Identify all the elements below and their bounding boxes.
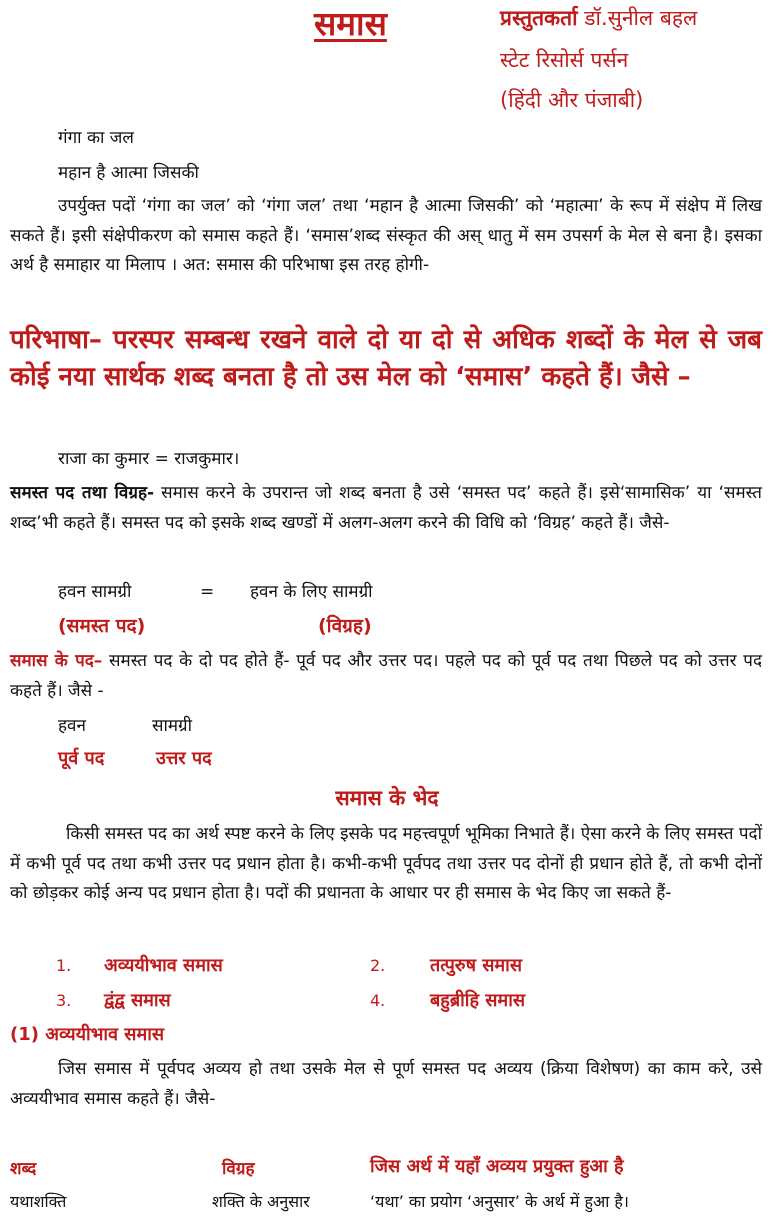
presenter-name: डॉ.सुनील बहल [584, 6, 698, 30]
pad-word-1: हवन [58, 716, 86, 736]
presenter-line [500, 4, 697, 32]
avyayibhav-heading: (1) अव्ययीभाव समास [10, 1024, 165, 1045]
type-1-name: अव्ययीभाव समास [104, 955, 223, 976]
table-row-shabd: यथाशक्ति [10, 1192, 67, 1211]
definition-example: राजा का कुमार = राजकुमार। [58, 449, 240, 469]
example-samast-pad: हवन सामग्री [58, 582, 132, 602]
type-4-name: बहुब्रीहि समास [430, 990, 526, 1011]
definition: परिभाषा– परस्पर सम्बन्ध रखने वाले दो या दो से अधिक शब्दों के मेल से जब कोई नया सार्थक शब्द बनता है तो उस मेल को ‘समास’ कहते हैं। जैसे – [10, 325, 762, 392]
type-3-number: 3. [56, 991, 72, 1010]
table-header-vigrah: विग्रह [222, 1159, 255, 1179]
table-row-arth: ‘यथा’ का प्रयोग ‘अनुसार’ के अर्थ में हुआ है। [370, 1192, 629, 1211]
table-header-arth: जिस अर्थ में यहाँ अव्यय प्रयुक्त हुआ है [370, 1156, 624, 1177]
subjects: (हिंदी और पंजाबी) [500, 88, 644, 112]
samas-ke-pad-section [10, 647, 762, 706]
intro-example-1: गंगा का जल [58, 128, 134, 148]
bhed-paragraph: किसी समस्त पद का अर्थ स्पष्ट करने के लिए इसके पद महत्त्वपूर्ण भूमिका निभाते हैं। ऐसा करने के लिए समस्त पदों में कभी पूर्व पद तथा कभी उत्तर पद प्रधान होता है। कभी-कभी पूर्वपद तथा उत्तर पद दोनों ही प्रधान होते हैं, तो कभी दोनों को छोड़कर कोई अन्य पद प्रधान होता है। पदों की प्रधानता के आधार पर ही समास के भेद किए जा सकते हैं- [10, 824, 762, 903]
type-1-number: 1. [56, 956, 72, 975]
intro-example-2: महान है आत्मा जिसकी [58, 163, 199, 183]
intro-paragraph: उपर्युक्त पदों ‘गंगा का जल’ को ‘गंगा जल’ तथा ‘महान है आत्मा जिसकी’ को ‘महात्मा’ के रूप में संक्षेप में लिख सकते हैं। इसी संक्षेपीकरण को समास कहते हैं। ‘समास’शब्द संस्कृत की अस् धातु में सम उपसर्ग के मेल से बना है। इसका अर्थ है समाहार या मिलाप । अत: समास की परिभाषा इस तरह होगी- [10, 196, 762, 275]
type-2-name: तत्पुरुष समास [430, 955, 523, 976]
tag-uttar-pad: उत्तर पद [156, 748, 212, 769]
example-equals: = [200, 582, 215, 602]
pad-word-2: सामग्री [152, 716, 193, 736]
example-vigrah: हवन के लिए सामग्री [250, 582, 373, 602]
presenter-label: प्रस्तुतकर्ता [500, 6, 578, 30]
samast-pad-text: समास करने के उपरान्त जो शब्द बनता है उसे ‘समस्त पद’ कहते हैं। इसे‘सामासिक’ या ‘समस्त शब्द’भी कहते हैं। समस्त पद को इसके शब्द खण्डों में अलग-अलग करने की विधि को ‘विग्रह’ कहते हैं। जैसे- [10, 483, 762, 533]
tag-vigrah: (विग्रह) [318, 615, 372, 637]
samast-pad-label: समस्त पद तथा विग्रह- [10, 483, 155, 503]
designation: स्टेट रिसोर्स पर्सन [500, 48, 629, 72]
tag-purva-pad: पूर्व पद [58, 748, 105, 769]
table-row-vigrah: शक्ति के अनुसार [212, 1192, 310, 1211]
samas-ke-pad-label: समास के पद– [10, 651, 103, 671]
type-2-number: 2. [370, 956, 386, 975]
page-title: समास [314, 4, 387, 43]
tag-samast-pad: (समस्त पद) [58, 615, 146, 637]
type-3-name: द्वंद्व समास [104, 990, 171, 1011]
bhed-heading: समास के भेद [335, 786, 439, 810]
type-4-number: 4. [370, 991, 386, 1010]
samast-pad-section [10, 479, 762, 538]
samas-ke-pad-text: समस्त पद के दो पद होते हैं- पूर्व पद और उत्तर पद। पहले पद को पूर्व पद तथा पिछले पद को उत्तर पद कहते हैं। जैसे - [10, 651, 762, 701]
table-header-shabd: शब्द [10, 1159, 37, 1179]
avyayibhav-paragraph: जिस समास में पूर्वपद अव्यय हो तथा उसके मेल से पूर्ण समस्त पद अव्यय (क्रिया विशेषण) का काम करे, उसे अव्ययीभाव समास कहते हैं। जैसे- [10, 1059, 762, 1109]
